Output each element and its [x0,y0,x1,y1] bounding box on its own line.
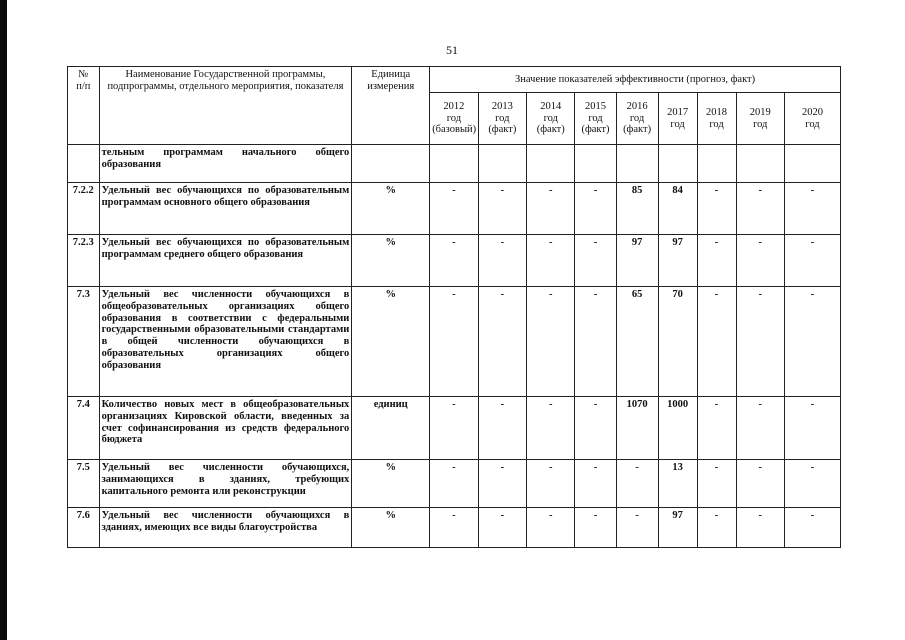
value-cell: - [736,183,784,235]
value-cell: - [478,460,526,508]
header-year-year: 2014 [540,100,562,112]
header-year-2020 [784,93,840,145]
value-cell: 1000 [658,397,697,460]
value-cell: 84 [658,183,697,235]
value-cell: 97 [658,508,697,548]
unit-of-measure [352,145,430,183]
header-year-2019 [736,93,784,145]
value-cell: 97 [658,235,697,287]
header-year-line3: (факт) [581,124,610,136]
header-year-line2: год [670,118,685,130]
value-cell: - [697,235,736,287]
value-cell: - [784,287,840,397]
header-year-2013 [478,93,526,145]
unit-of-measure: % [352,235,430,287]
value-cell: - [616,460,658,508]
header-year-year: 2017 [667,106,689,118]
header-year-2018 [697,93,736,145]
value-cell [697,145,736,183]
indicator-name: Удельный вес численности обучающихся, занимающихся в зданиях, требующих капитального ремонта или реконструкции [99,460,352,508]
value-cell: - [575,183,616,235]
indicator-name: тельным программам начального общего образования [99,145,352,183]
unit-of-measure: единиц [352,397,430,460]
header-year-year: 2016 [626,100,648,112]
value-cell: - [784,397,840,460]
header-year-2015 [575,93,616,145]
row-number: 7.3 [68,287,100,397]
value-cell: - [430,183,478,235]
value-cell [430,145,478,183]
row-number [68,145,100,183]
value-cell: - [736,397,784,460]
indicator-name: Удельный вес обучающихся по образовательным программам среднего общего образования [99,235,352,287]
value-cell [658,145,697,183]
value-cell: - [478,508,526,548]
value-cell: - [527,287,575,397]
value-cell: - [575,235,616,287]
value-cell: - [527,460,575,508]
header-year-line2: год [588,112,603,124]
value-cell: - [527,235,575,287]
row-number: 7.2.2 [68,183,100,235]
value-cell: - [575,460,616,508]
table-row [68,287,841,397]
table-row [68,145,841,183]
header-year-line3: (факт) [623,124,652,136]
header-year-year: 2018 [706,106,728,118]
value-cell: 70 [658,287,697,397]
value-cell: - [478,235,526,287]
row-number: 7.4 [68,397,100,460]
value-cell: - [784,235,840,287]
value-cell: 1070 [616,397,658,460]
header-unit: Единица измерения [352,67,430,145]
row-number: 7.5 [68,460,100,508]
header-year-line2: год [446,112,462,124]
header-year-year: 2013 [491,100,513,112]
value-cell [784,145,840,183]
header-year-year: 2020 [801,106,823,118]
value-cell: - [697,397,736,460]
value-cell [575,145,616,183]
header-year-year: 2019 [749,106,771,118]
value-cell: - [430,460,478,508]
value-cell: - [430,397,478,460]
header-year-2016 [616,93,658,145]
value-cell: - [616,508,658,548]
value-cell: 65 [616,287,658,397]
header-values-title: Значение показателей эффективности (прогноз, факт) [430,67,841,93]
value-cell: - [527,183,575,235]
header-year-year: 2012 [443,100,465,112]
value-cell: - [784,508,840,548]
value-cell: - [430,508,478,548]
value-cell: - [478,287,526,397]
header-year-line3: (базовый) [432,124,477,136]
table-row [68,235,841,287]
value-cell: 85 [616,183,658,235]
value-cell: - [736,460,784,508]
value-cell: - [575,508,616,548]
value-cell: 13 [658,460,697,508]
value-cell: 97 [616,235,658,287]
header-num: № п/п [68,67,100,145]
unit-of-measure: % [352,287,430,397]
value-cell: - [575,287,616,397]
value-cell: - [784,460,840,508]
value-cell [478,145,526,183]
value-cell: - [478,183,526,235]
value-cell [527,145,575,183]
value-cell: - [697,183,736,235]
header-year-2017 [658,93,697,145]
value-cell [616,145,658,183]
header-year-year: 2015 [584,100,606,112]
value-cell: - [430,235,478,287]
header-year-line2: год [629,112,645,124]
header-year-line2: год [543,112,558,124]
header-year-2012 [430,93,478,145]
value-cell: - [784,183,840,235]
binding-edge [0,0,7,640]
indicators-table [67,66,841,548]
value-cell: - [697,508,736,548]
indicator-name: Удельный вес численности обучающихся в общеобразовательных организациях общего образования в соответствии с федеральными государственными образовательными стандартами в общей численности обучающихся в образовательных организациях общего образования [99,287,352,397]
value-cell: - [575,397,616,460]
value-cell [736,145,784,183]
header-year-2014 [527,93,575,145]
table-row [68,460,841,508]
unit-of-measure: % [352,460,430,508]
value-cell: - [697,460,736,508]
indicator-name: Удельный вес численности обучающихся в зданиях, имеющих все виды благоустройства [99,508,352,548]
value-cell: - [478,397,526,460]
table-row [68,183,841,235]
value-cell: - [430,287,478,397]
indicator-name: Количество новых мест в общеобразовательных организациях Кировской области, введенных за счет софинансирования из средств федерального бюджета [99,397,352,460]
row-number: 7.2.3 [68,235,100,287]
value-cell: - [697,287,736,397]
row-number: 7.6 [68,508,100,548]
unit-of-measure: % [352,508,430,548]
value-cell: - [736,287,784,397]
value-cell: - [736,235,784,287]
header-year-line2: год [709,118,724,130]
indicator-name: Удельный вес обучающихся по образовательным программам основного общего образования [99,183,352,235]
value-cell: - [736,508,784,548]
header-year-line3: (факт) [536,124,565,136]
value-cell: - [527,397,575,460]
table-row [68,397,841,460]
header-year-line2: год [805,118,820,130]
header-name: Наименование Государственной программы, подпрограммы, отдельного мероприятия, показателя [99,67,352,145]
unit-of-measure: % [352,183,430,235]
header-year-line2: год [753,118,768,130]
page-number: 51 [446,43,458,57]
header-year-line2: год [495,112,510,124]
table-row [68,508,841,548]
value-cell: - [527,508,575,548]
header-year-line3: (факт) [488,124,517,136]
